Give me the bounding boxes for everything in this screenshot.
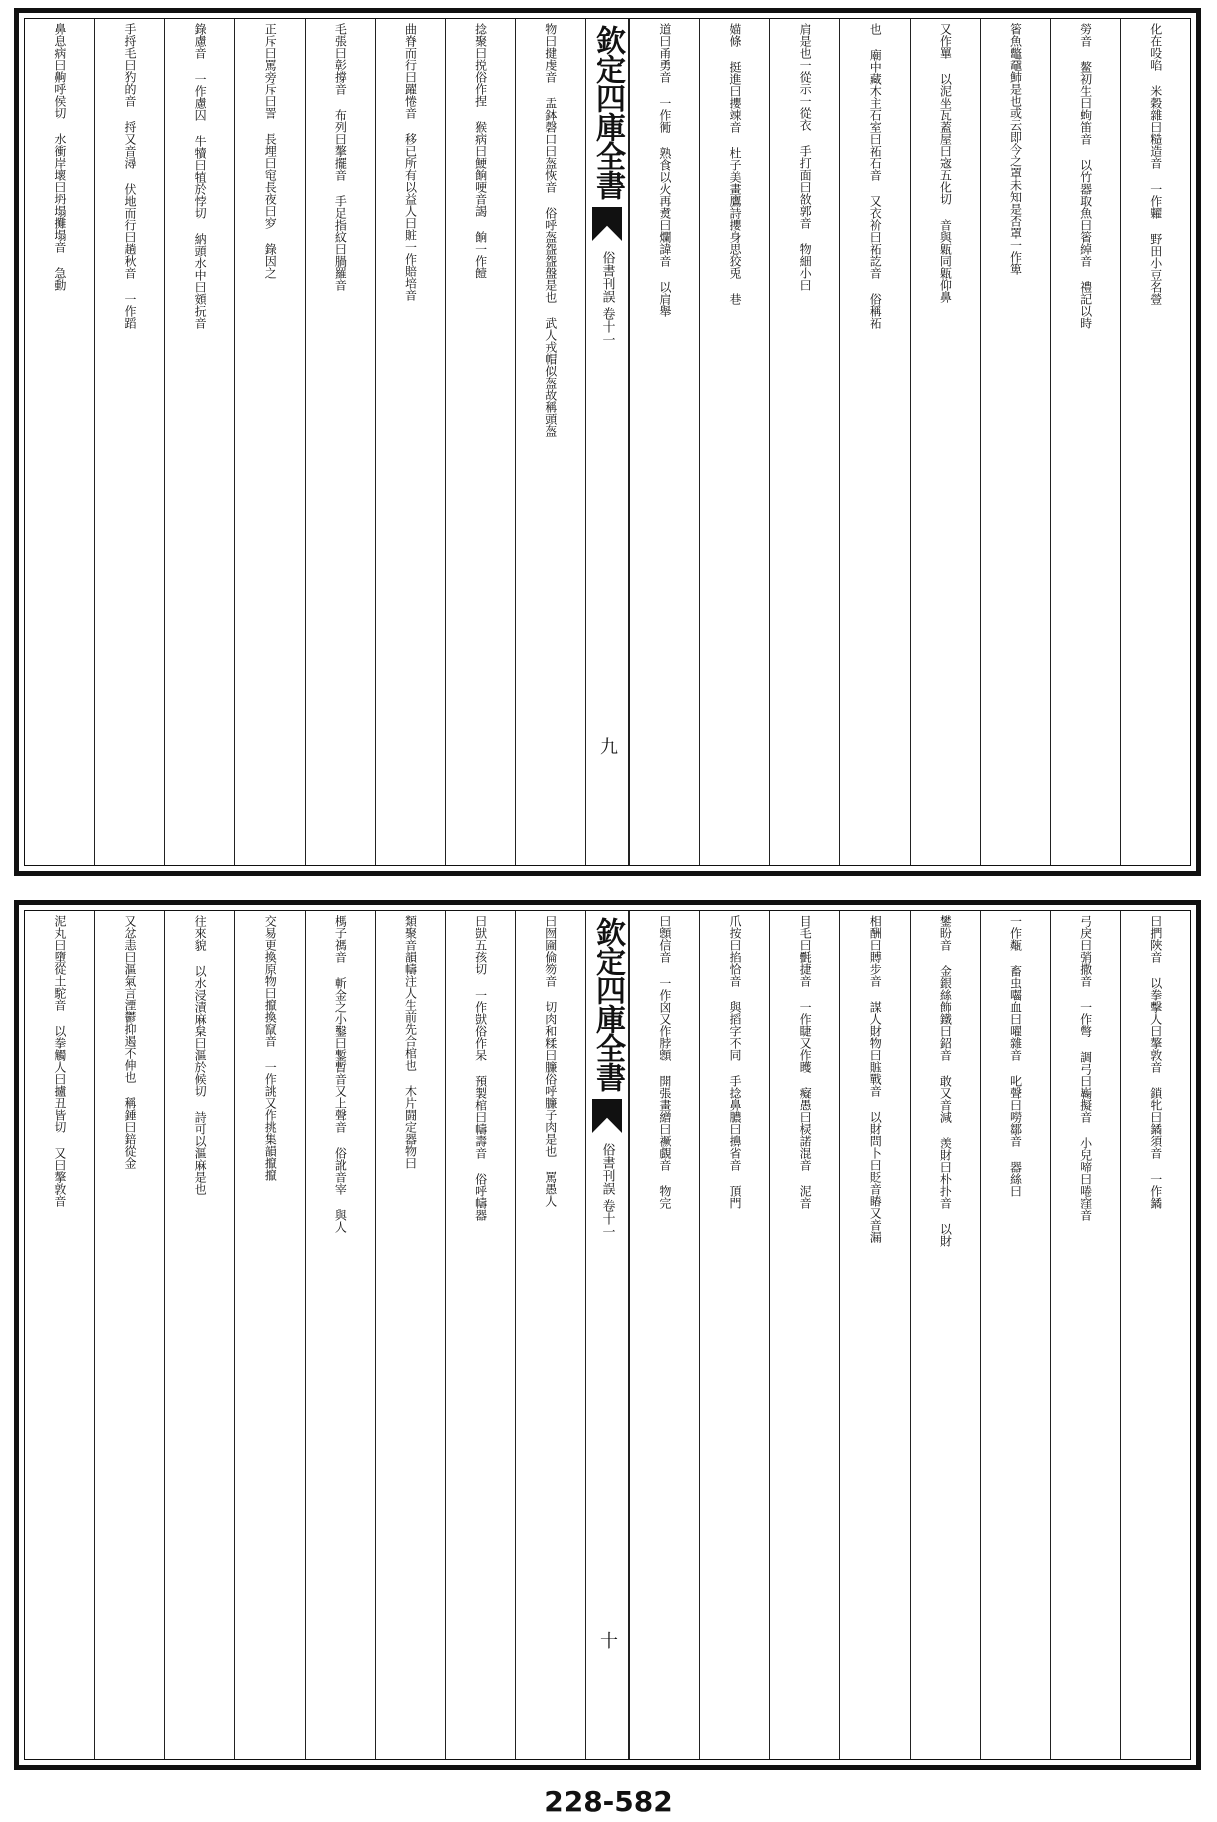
spine-title: 欽定四庫全書 — [590, 917, 625, 1091]
text-column: 弓戾曰弰撒音 一作彆 調弓曰巈擬音 小兒啼曰啳窪音 — [1050, 911, 1120, 1759]
spine-subtitle: 俗書刊誤 — [599, 1143, 615, 1195]
text-column: 手捋毛曰犳的音 捋又音潯 伏地而行曰趟秋音 一作蹈 — [94, 19, 164, 865]
text-column: 肩是也一從示一從衣 手打面曰敋郭音 物細小曰 — [769, 19, 839, 865]
text-column: 鼻息病曰齁呼侯切 水衝岸壞曰坍塌攤塌音 急動 — [52, 23, 67, 291]
text-column: 一作甐 畜虫囓血曰嚁雜音 叱聲曰嘮鄒音 器絲曰 — [980, 911, 1050, 1759]
spine-subtitle: 俗書刊誤 — [599, 251, 615, 303]
text-column: 相酬曰賻步音 謀人財物曰賘戰音 以財問卜曰貶音睶又音漏 — [839, 911, 909, 1759]
text-column: 交易更換原物曰攛換竄音 一作誂又作挑集韻攛攛 — [234, 911, 304, 1759]
text-column: 又忿恚曰漚氣言湮鬱抑遏不伸也 稱錘曰錇從金 — [94, 911, 164, 1759]
text-column: 目毛曰㲲捷音 一作睫又作矆 癡愚曰棂諾混音 泥音 — [769, 911, 839, 1759]
text-column: 捻聚曰捝俗作捏 猴病曰鯁餉哽音謁 餉一作饐 — [445, 19, 515, 865]
spine-volume: 卷十一 — [599, 1199, 615, 1238]
text-column: 道曰甬勇音 一作衕 熟食以火再煑曰爛諱音 以肩舉 — [629, 19, 699, 865]
text-column: 鐢盼音 金銀絲飾鐵曰鉊音 敢又音減 羡財曰朴扑音 以財 — [910, 911, 980, 1759]
spine-page-number: 十 — [597, 1631, 618, 1649]
text-column: 毛張曰彰撐音 布列曰摮擺音 手足指紋曰腡羅音 — [305, 19, 375, 865]
spine-page-number: 九 — [597, 737, 618, 755]
text-column: 曰囫圇倫笏音 切肉和糅曰臁俗呼臁子肉是也 罵愚人 — [515, 911, 585, 1759]
text-column: 箵魚鼈黿䰽是也或云即今之罩未知是否罩一作箄 — [980, 19, 1050, 865]
footer-page-number: 228-582 — [544, 1785, 673, 1818]
text-column: 錄慮音 一作慮囚 牛犢曰犆於悖切 納頭水中曰頞抏音 — [164, 19, 234, 865]
text-column: 化在吺啗 米穀雜曰糙造音 一作糶 野田小豆名䝁 — [1120, 19, 1190, 865]
text-column: 曰捫陜音 以拳擊人曰摮敦音 鎖牝曰鐍須音 一作鐍 — [1120, 911, 1190, 1759]
fish-tail-mark-icon — [592, 207, 622, 241]
center-spine — [585, 19, 629, 865]
text-column: 泥丸曰墮從土駝音 以拳觸人曰攎丑皆切 又曰摮敦音 — [52, 915, 67, 1207]
upper-page — [14, 8, 1201, 876]
spine-volume: 卷十一 — [599, 307, 615, 346]
text-column: 曰顖信音 一作囟又作脖顖 開張畫繒曰䙠覰音 物完 — [629, 911, 699, 1759]
text-column: 往來貌 以水浸漬麻枲曰漚於候切 詩可以漚麻是也 — [164, 911, 234, 1759]
text-column: 曲脊而行曰躍惓音 移已所有以益人曰賍一作賠培音 — [375, 19, 445, 865]
fish-tail-mark-icon — [592, 1099, 622, 1133]
text-column: 曰獃五孩切 一作獃俗作呆 預製棺曰幬壽音 俗呼幬器 — [445, 911, 515, 1759]
upper-page-columns — [25, 19, 1190, 865]
text-column: 類聚音韻幬注人生前先合棺也 木片闘定器物曰 — [375, 911, 445, 1759]
text-column: 正斥曰罵旁斥曰詈 長埋曰窀長夜曰穸 錄因之 — [234, 19, 304, 865]
center-spine — [585, 911, 629, 1759]
text-column: 也 廟中藏木主石室曰祏石音 又衣衸曰祏訖音 俗稱祏 — [839, 19, 909, 865]
upper-page-frame — [24, 18, 1191, 866]
text-column: 爪按曰掐恰音 與搯字不同 手捻鼻膿曰擤省音 頂門 — [699, 911, 769, 1759]
text-column: 榪子禡音 斬金之小鑿曰鏨暫音又上聲音 俗訛音宰 與人 — [305, 911, 375, 1759]
text-column: 又作罼 以泥坐瓦蓋屋曰宼五化切 音與甈同甈仰鼻 — [910, 19, 980, 865]
text-column: 媌條 挺進曰攖竦音 杜子美畫鷹詩攖身思狡兎 巷 — [699, 19, 769, 865]
lower-page-columns — [25, 911, 1190, 1759]
lower-page — [14, 900, 1201, 1770]
text-column: 勞音 鳌初生曰蚼笛音 以竹器取魚曰箵綽音 禮記以時 — [1050, 19, 1120, 865]
spine-title: 欽定四庫全書 — [590, 25, 625, 199]
lower-page-frame — [24, 910, 1191, 1760]
text-column: 物曰揵虔音 盂鉢磬口曰盔恢音 俗呼盔盌盌盤是也 武人戎帽似盔故稱頭盔 — [515, 19, 585, 865]
